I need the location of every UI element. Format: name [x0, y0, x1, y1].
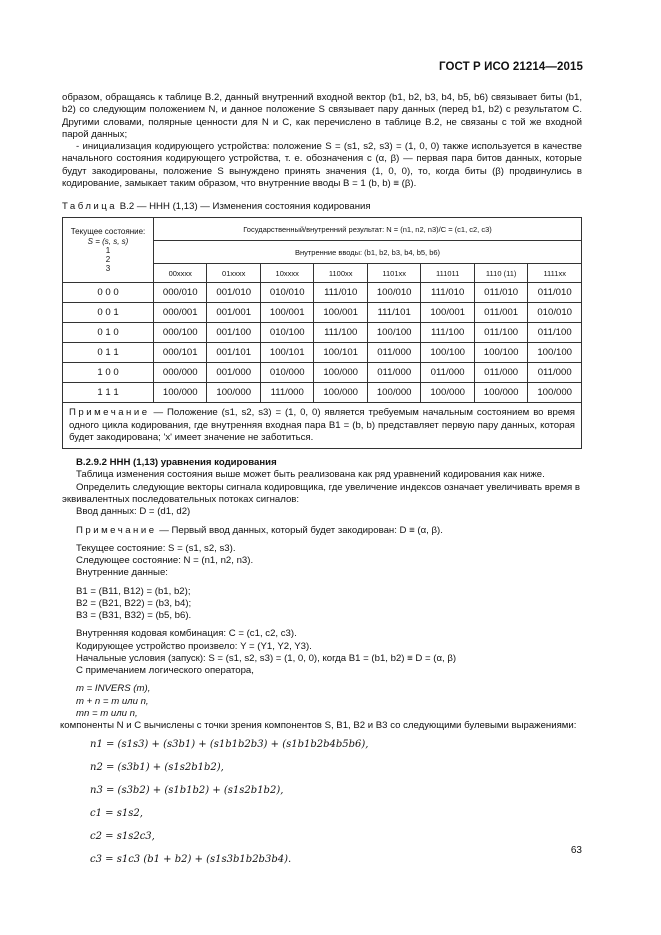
boolean-formulas — [90, 733, 582, 871]
table-cell: 100/100 — [421, 343, 474, 363]
table-cell: 001/101 — [207, 343, 260, 363]
initial-conditions-line: Начальные условия (запуск): S = (s1, s2, s3) = (1, 0, 0), когда B1 = (b1, b2) ≡ D = (α, β) — [76, 652, 457, 664]
table-cell: 011/100 — [474, 323, 527, 343]
table-note-label: Примечание — [69, 407, 150, 419]
table-cell: 100/000 — [314, 383, 367, 403]
table-cell: 100/010 — [367, 283, 420, 303]
components-line: компоненты N и С вычислены с точки зрения компонентов S, B1, B2 и B3 со следующими булевыми выражениями: — [60, 720, 577, 732]
column-header: 00xxxx — [154, 264, 207, 283]
table-cell: 100/000 — [207, 383, 260, 403]
table-row — [63, 283, 582, 303]
state-cell: 0 1 1 — [63, 343, 154, 363]
table-cell: 100/000 — [421, 383, 474, 403]
formula-n2: n2 = (s3b1) + (s1s2b1b2), — [90, 761, 224, 773]
row-header-line: 3 — [105, 264, 111, 274]
section-paragraph-2: Определить следующие векторы сигнала кодировщика, где увеличение индексов означает увеличивать время в эквивалентных последовательных потоках сигналов: — [62, 481, 581, 505]
table-caption-text: В.2 — ННН (1,13) — Изменения состояния кодирования — [119, 201, 371, 213]
table-cell: 011/100 — [528, 323, 582, 343]
row-header-line: 2 — [105, 254, 111, 264]
table-cell: 100/000 — [367, 383, 420, 403]
table-cell: 111/000 — [260, 383, 313, 403]
operator-line-1: m = INVERS (m), — [76, 683, 151, 695]
formula-c3: c3 = s1c3 (b1 + b2) + (s1s3b1b2b3b4). — [90, 853, 292, 865]
table-note-text: — Положение (s1, s2, s3) = (1, 0, 0) является требуемым начальным состоянием во время одного цикла кодирования, где внутренняя входная пара B1 = (b, b) представляет первую пару данных, которая будет закодирована; 'x' имеет значение не заботиться. — [69, 407, 575, 443]
page-content — [62, 92, 582, 871]
table-note — [63, 403, 582, 449]
current-state-line: Текущее состояние: S = (s1, s2, s3). — [76, 542, 236, 554]
table-cell: 001/001 — [207, 303, 260, 323]
table-cell: 111/010 — [314, 283, 367, 303]
next-state-line: Следующее состояние: N = (n1, n2, n3). — [76, 555, 254, 567]
table-cell: 001/100 — [207, 323, 260, 343]
table-cell: 000/100 — [154, 323, 207, 343]
table-row — [63, 343, 582, 363]
table-cell: 010/010 — [260, 283, 313, 303]
column-header: 1101xx — [367, 264, 420, 283]
table-cell: 011/010 — [474, 283, 527, 303]
column-header: 1111xx — [528, 264, 582, 283]
table-cell: 001/000 — [207, 363, 260, 383]
column-header: 111011 — [421, 264, 474, 283]
table-cell: 111/100 — [314, 323, 367, 343]
formula-c2: c2 = s1s2c3, — [90, 830, 155, 842]
state-change-table — [62, 217, 582, 449]
section-title: В.2.9.2 ННН (1,13) уравнения кодирования — [76, 457, 277, 469]
b1-line: B1 = (B11, B12) = (b1, b2); — [76, 585, 191, 597]
group-header: Государственный/внутренний результат: N = (n1, n2, n3)/C = (c1, c2, c3) — [154, 218, 582, 241]
table-cell: 000/010 — [154, 283, 207, 303]
table-cell: 011/001 — [474, 303, 527, 323]
column-header: 1100xx — [314, 264, 367, 283]
state-cell: 0 0 1 — [63, 303, 154, 323]
table-cell: 100/101 — [260, 343, 313, 363]
table-cell: 100/001 — [314, 303, 367, 323]
section-note-text: — Первый ввод данных, который будет закодирован: D ≡ (α, β). — [159, 524, 443, 536]
section-note-label: Примечание — [76, 524, 157, 536]
row-header-cell — [63, 218, 154, 283]
table-cell: 100/101 — [314, 343, 367, 363]
table-cell: 001/010 — [207, 283, 260, 303]
section-note — [76, 525, 582, 537]
table-cell: 111/010 — [421, 283, 474, 303]
table-cell: 010/010 — [528, 303, 582, 323]
data-input-line: Ввод данных: D = (d1, d2) — [76, 506, 191, 518]
table-caption — [62, 201, 582, 213]
b2-line: B2 = (B21, B22) = (b3, b4); — [76, 597, 192, 609]
table-row — [63, 303, 582, 323]
operator-line-3: mn = m или n, — [76, 707, 138, 719]
formula-n1: n1 = (s1s3) + (s3b1) + (s1b1b2b3) + (s1b1b2b4b5b6), — [90, 738, 369, 750]
internal-data-line: Внутренние данные: — [76, 567, 168, 579]
column-header: 1110 (11) — [474, 264, 527, 283]
table-cell: 011/010 — [528, 283, 582, 303]
encoder-output-line: Кодирующее устройство произвело: Y = (Y1, Y2, Y3). — [76, 640, 312, 652]
state-cell: 0 0 0 — [63, 283, 154, 303]
table-cell: 011/000 — [474, 363, 527, 383]
table-row — [63, 383, 582, 403]
table-row — [63, 323, 582, 343]
document-header: ГОСТ Р ИСО 21214—2015 — [438, 61, 583, 73]
table-cell: 000/101 — [154, 343, 207, 363]
intro-paragraph-2: - инициализация кодирующего устройства: положение S = (s1, s2, s3) = (1, 0, 0) также используется в качестве начального состояния кодирующего устройства, т. е. обозначения с (α, β) — первая пара битов данных, которые будут закодированы, положение S вынуждено принять значения (1, 0, 0), то, когда биты (β) продвинулись в кодирование, замыкает таким образом, что внутренние вводы В = 1 (b, b) ≡ (β). — [62, 141, 582, 189]
state-cell: 1 1 1 — [63, 383, 154, 403]
table-cell: 100/100 — [528, 343, 582, 363]
table-cell: 011/000 — [367, 363, 420, 383]
page-number: 63 — [570, 845, 582, 856]
table-cell: 111/100 — [421, 323, 474, 343]
state-cell: 1 0 0 — [63, 363, 154, 383]
column-header: 10xxxx — [260, 264, 313, 283]
table-cell: 100/000 — [154, 383, 207, 403]
table-cell: 011/000 — [528, 363, 582, 383]
formula-c1: c1 = s1s2, — [90, 807, 143, 819]
row-header-line: S = (s, s, s) — [87, 236, 129, 246]
b3-line: B3 = (B31, B32) = (b5, b6). — [76, 610, 192, 622]
table-body — [63, 283, 582, 403]
table-cell: 100/001 — [421, 303, 474, 323]
table-cell: 010/100 — [260, 323, 313, 343]
section-paragraph-1: Таблица изменения состояния выше может быть реализована как ряд уравнений кодирования как ниже. — [76, 469, 545, 481]
column-header: 01xxxx — [207, 264, 260, 283]
table-row — [63, 363, 582, 383]
table-cell: 100/000 — [314, 363, 367, 383]
inputs-header: Внутренние вводы: (b1, b2, b3, b4, b5, b6) — [154, 241, 582, 264]
state-cell: 0 1 0 — [63, 323, 154, 343]
table-cell: 011/000 — [367, 343, 420, 363]
intro-paragraph-1: образом, обращаясь к таблице В.2, данный внутренний входной вектор (b1, b2, b3, b4, b5, b6) связывает биты (b1, b2) со следующим положением N, и данное положение S связывает пару данных (перед b1, b2) с результатом С. Другими словами, полярные ценности для N и С, как перечислено в таблице В.2, не связаны с той же входной парой данных; — [62, 92, 582, 140]
table-cell: 000/000 — [154, 363, 207, 383]
table-caption-prefix: Таблица — [62, 201, 118, 213]
table-cell: 111/101 — [367, 303, 420, 323]
table-cell: 100/000 — [528, 383, 582, 403]
logic-note-line: С примечанием логического оператора, — [76, 665, 254, 677]
table-cell: 000/001 — [154, 303, 207, 323]
table-cell: 100/100 — [367, 323, 420, 343]
row-header-line: Текущее состояние: — [70, 227, 146, 237]
table-cell: 010/000 — [260, 363, 313, 383]
row-header-line: 1 — [105, 245, 111, 255]
code-combo-line: Внутренняя кодовая комбинация: С = (c1, c2, c3). — [76, 628, 297, 640]
table-cell: 100/001 — [260, 303, 313, 323]
operator-line-2: m + n = m или n, — [76, 695, 149, 707]
formula-n3: n3 = (s3b2) + (s1b1b2) + (s1s2b1b2), — [90, 784, 284, 796]
table-cell: 100/000 — [474, 383, 527, 403]
table-cell: 011/000 — [421, 363, 474, 383]
table-cell: 100/100 — [474, 343, 527, 363]
